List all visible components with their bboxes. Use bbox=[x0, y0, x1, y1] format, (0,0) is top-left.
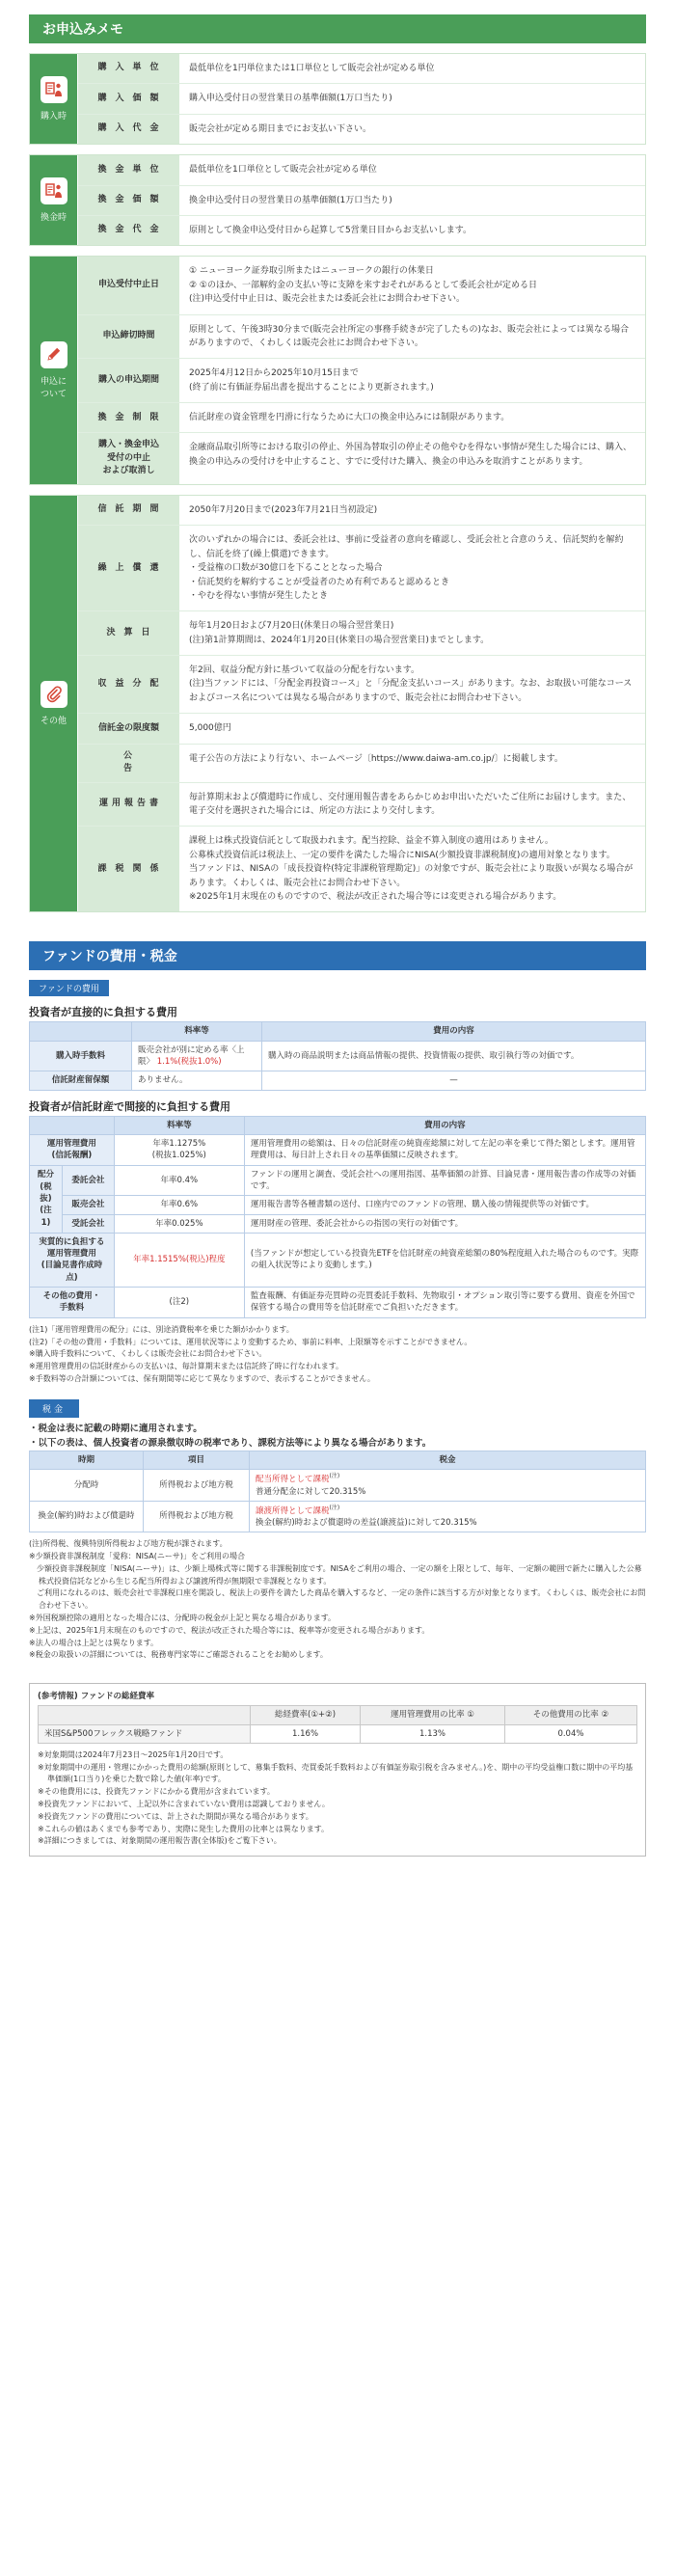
redemption-block bbox=[29, 154, 646, 246]
note-mark: (注) bbox=[329, 1473, 340, 1480]
settle-text: 毎年1月20日および7月20日(休業日の場合翌営業日) bbox=[189, 621, 394, 632]
row-value: 原則として換金申込受付日から起算して5営業日目からお支払いします。 bbox=[179, 216, 645, 245]
table-header bbox=[30, 1022, 132, 1041]
time-cell: 分配時 bbox=[30, 1470, 144, 1501]
row-label: 購入の申込期間 bbox=[78, 359, 179, 402]
table-header: 費用の内容 bbox=[262, 1022, 646, 1041]
content-cell: 監査報酬、有価証券売買時の売買委託手数料、先物取引・オプション取引等に要する費用、資産を外国で保管する場合の費用等を信託財産でご負担いただきます。 bbox=[244, 1288, 645, 1318]
row-label bbox=[78, 433, 179, 484]
row-value bbox=[179, 656, 645, 713]
redemption-row bbox=[78, 216, 645, 245]
row-label: 収益分配 bbox=[78, 656, 179, 713]
note: ご利用になれるのは、販売会社で非課税口座を開設し、税法上の要件を満たした商品を購入するなど、一定の条件に該当する方が対象となります。くわしくは、販売会社にお問合わせ下さい。 bbox=[29, 1588, 646, 1611]
note: (注1)「運用管理費用の配分」には、別途消費税率を乗じた額がかかります。 bbox=[29, 1324, 294, 1334]
indirect-costs-table bbox=[29, 1116, 646, 1318]
alloc-label bbox=[30, 1165, 63, 1233]
indirect-costs-title: 投資者が信託財産で間接的に負担する費用 bbox=[29, 1099, 230, 1113]
closed-day-item: ② ①のほか、一部解約金の支払い等に支障を来すおそれがあるとして委託会社が定める日 bbox=[189, 280, 537, 290]
table-row bbox=[30, 1214, 646, 1233]
table-header bbox=[30, 1116, 115, 1134]
tax-detail: 普通分配金に対して20.315% bbox=[256, 1486, 366, 1497]
row-value bbox=[179, 526, 645, 610]
rate-max: 1.1%(税抜1.0%) bbox=[156, 1057, 222, 1068]
tax-tag: 税金 bbox=[29, 1399, 79, 1418]
table-header: その他費用の比率 ② bbox=[504, 1706, 636, 1724]
period-value: 2025年4月12日から2025年10月15日まで bbox=[189, 368, 359, 379]
redemption-row bbox=[78, 186, 645, 216]
row-label: 購入時手数料 bbox=[30, 1041, 132, 1071]
label-line: (信託報酬) bbox=[51, 1151, 93, 1161]
suspend-row bbox=[78, 433, 645, 484]
limit-row bbox=[78, 403, 645, 433]
row-label bbox=[30, 1288, 115, 1318]
tax-text: 当ファンドは、NISAの「成長投資枠(特定非課税管理勘定)」の対象ですが、販売会社により取扱いが異なる場合があります。くわしくは、販売会社にお問合わせ下さい。 bbox=[189, 864, 634, 888]
rate-text: 販売会社が別に定める率〈上限〉 bbox=[138, 1044, 245, 1068]
row-label: 換金単位 bbox=[78, 155, 179, 184]
application-rows bbox=[78, 257, 645, 484]
label-line: 購入・換金申込 bbox=[97, 440, 159, 450]
rate-cell: 年率0.4% bbox=[114, 1165, 244, 1196]
row-value: 最低単位を1口単位として販売会社が定める単位 bbox=[179, 155, 645, 184]
label-line: 実質的に負担する bbox=[39, 1236, 105, 1247]
costs-subhead: ファンドの費用 bbox=[29, 980, 109, 996]
rate-cell: (注2) bbox=[114, 1288, 244, 1318]
row-label: 購入代金 bbox=[78, 115, 179, 144]
other-category bbox=[30, 496, 78, 911]
closed-days-row bbox=[78, 257, 645, 314]
purchase-rows bbox=[78, 54, 645, 144]
period-row bbox=[78, 359, 645, 403]
settle-note: (注)第1計算期間は、2024年1月20日(休業日の場合翌営業日)までとします。 bbox=[189, 635, 490, 645]
dist-text: 年2回、収益分配方針に基づいて収益の分配を行ないます。 bbox=[189, 665, 420, 676]
tax-cell bbox=[250, 1470, 646, 1501]
note: ※税金の取扱いの詳細については、税務専門家等にご確認されることをお勧めします。 bbox=[29, 1650, 328, 1660]
application-category bbox=[30, 257, 78, 484]
note: ※運用管理費用の信託財産からの支払いは、毎計算期末または信託終了時に行なわれます。 bbox=[29, 1362, 344, 1371]
item-cell: 所得税および地方税 bbox=[144, 1470, 250, 1501]
note: ※その他費用には、投資先ファンドにかかる費用が含まれています。 bbox=[38, 1787, 275, 1797]
row-value: 販売会社が定める期日までにお支払い下さい。 bbox=[179, 115, 645, 144]
direct-costs-table bbox=[29, 1021, 646, 1090]
purchase-block bbox=[29, 53, 646, 145]
row-label: 換金制限 bbox=[78, 403, 179, 432]
row-value bbox=[179, 611, 645, 655]
row-label: 換金代金 bbox=[78, 216, 179, 245]
table-header: 料率等 bbox=[114, 1116, 244, 1134]
content-cell: ファンドの運用と調査、受託会社への運用指図、基準価額の計算、目論見書・運用報告書の作成等の対価です。 bbox=[244, 1165, 645, 1196]
row-value: 5,000億円 bbox=[179, 714, 645, 743]
table-header: 時期 bbox=[30, 1451, 144, 1470]
report-row bbox=[78, 783, 645, 827]
dist-row bbox=[78, 656, 645, 714]
note: 少額投資非課税制度「NISA(ニーサ)」は、少額上場株式等に関する非課税制度です。NISAをご利用の場合、一定の額を上限として、毎年、一定額の範囲で新たに購入した公募株式投資信託などから生じる配当所得および譲渡所得が無期限で非課税となります。 bbox=[29, 1563, 642, 1586]
fund-name: 米国S&P500フレックス戦略ファンド bbox=[39, 1724, 251, 1743]
row-value: 金融商品取引所等における取引の停止、外国為替取引の停止その他やむを得ない事情が発生した場合には、購入、換金の申込みの受付けを中止すること、すでに受付けた購入、換金の申込みを取消すことがあります。 bbox=[179, 433, 645, 484]
note: ※対象期間中の運用・管理にかかった費用の総額(原則として、募集手数料、売買委託手数料および有価証券取引税を含みません。)を、期中の平均受益権口数に期中の平均基準価額(1口当り)を乗じた数で除した値(年率)です。 bbox=[38, 1762, 634, 1784]
table-row bbox=[30, 1196, 646, 1214]
table-header bbox=[39, 1706, 251, 1724]
row-label: 運用報告書 bbox=[78, 783, 179, 827]
row-value bbox=[179, 827, 645, 911]
table-header: 運用管理費用の比率 ① bbox=[361, 1706, 505, 1724]
application-category-label-2: ついて bbox=[40, 390, 67, 400]
rate-cell bbox=[132, 1041, 262, 1071]
purchase-category-label: 購入時 bbox=[40, 112, 67, 122]
tax-type: 譲渡所得として課税 bbox=[256, 1505, 330, 1516]
row-label: 委託会社 bbox=[63, 1165, 115, 1196]
content-cell: 運用管理費用の総額は、日々の信託財産の純資産総額に対して左記の率を乗じて得た額とします。運用管理費用は、毎日計上され日々の基準価額に反映されます。 bbox=[244, 1134, 645, 1165]
rate-cell: 年率0.6% bbox=[114, 1196, 244, 1214]
pencil-icon bbox=[40, 341, 68, 368]
purchase-icon bbox=[40, 76, 68, 103]
value-cell: 1.13% bbox=[361, 1724, 505, 1743]
early-text: 次のいずれかの場合には、委託会社は、事前に受益者の意向を確認し、受託会社と合意のうえ、信託契約を解約し、信託を終了(繰上償還)できます。 bbox=[189, 535, 624, 559]
note: ※法人の場合は上記とは異なります。 bbox=[29, 1638, 159, 1647]
period-note: (終了前に有価証券届出書を提出することにより更新されます。) bbox=[189, 382, 434, 393]
table-row bbox=[30, 1288, 646, 1318]
other-rows bbox=[78, 496, 645, 911]
table-header-row bbox=[30, 1451, 646, 1470]
row-label: 購入価額 bbox=[78, 84, 179, 113]
label-line: 受付の中止 bbox=[106, 452, 150, 463]
time-cell: 換金(解約)時および償還時 bbox=[30, 1501, 144, 1532]
row-label bbox=[30, 1233, 115, 1287]
note: ※購入時手数料について、くわしくは販売会社にお問合わせ下さい。 bbox=[29, 1349, 267, 1359]
purchase-row bbox=[78, 84, 645, 114]
costs-section-title: ファンドの費用・税金 bbox=[29, 941, 646, 970]
row-label: 繰上償還 bbox=[78, 526, 179, 610]
redemption-category bbox=[30, 155, 78, 245]
row-label: 決算日 bbox=[78, 611, 179, 655]
rate-cell: ありません。 bbox=[132, 1071, 262, 1090]
label-line: (注1) bbox=[40, 1206, 52, 1228]
note: ※対象期間は2024年7月23日〜2025年1月20日です。 bbox=[38, 1749, 229, 1759]
table-header-row bbox=[30, 1116, 646, 1134]
value-cell: 0.04% bbox=[504, 1724, 636, 1743]
note: ※少額投資非課税制度「愛称：NISA(ニーサ)」をご利用の場合 bbox=[29, 1552, 245, 1561]
tax-notes bbox=[29, 1538, 646, 1662]
reference-notes bbox=[38, 1749, 637, 1848]
early-bullet: ・信託契約を解約することが受益者のため有利であると認めるとき bbox=[189, 577, 450, 587]
tax-intro-line: ・以下の表は、個人投資者の源泉徴収時の税率であり、課税方法等により異なる場合があります。 bbox=[29, 1437, 432, 1449]
content-cell: — bbox=[262, 1071, 646, 1090]
row-value bbox=[179, 257, 645, 313]
row-label: 換金価額 bbox=[78, 186, 179, 215]
row-value: 信託財産の資金管理を円滑に行なうために大口の換金申込みには制限があります。 bbox=[179, 403, 645, 432]
term-row bbox=[78, 496, 645, 526]
table-row bbox=[30, 1233, 646, 1287]
note: ※投資先ファンドにおいて、上記以外に含まれていない費用は認識しておりません。 bbox=[38, 1800, 330, 1809]
table-row bbox=[30, 1165, 646, 1196]
row-label: 信託財産留保額 bbox=[30, 1071, 132, 1090]
notice-row bbox=[78, 745, 645, 783]
label-line: 配分 bbox=[37, 1170, 54, 1180]
row-value: 購入申込受付日の翌営業日の基準価額(1万口当たり) bbox=[179, 84, 645, 113]
label-line: および取消し bbox=[102, 466, 155, 476]
row-label: 課税関係 bbox=[78, 827, 179, 911]
rate-line: (税抜1.025%) bbox=[151, 1151, 206, 1161]
table-header: 項目 bbox=[144, 1451, 250, 1470]
row-value: 電子公告の方法により行ない、ホームページ〔https://www.daiwa-am.co.jp/〕に掲載します。 bbox=[179, 745, 645, 782]
note: ※詳細につきましては、対象期間の運用報告書(全体版)をご覧下さい。 bbox=[38, 1836, 282, 1846]
table-header-row bbox=[39, 1706, 637, 1724]
early-row bbox=[78, 526, 645, 611]
application-category-label-1: 申込に bbox=[40, 377, 67, 388]
closed-day-note: (注)申込受付中止日は、販売会社または委託会社にお問合わせ下さい。 bbox=[189, 294, 466, 305]
tax-cell bbox=[250, 1501, 646, 1532]
tax-intro-line: ・税金は表に記載の時期に適用されます。 bbox=[29, 1423, 202, 1434]
row-label: 受託会社 bbox=[63, 1214, 115, 1233]
row-value: 原則として、午後3時30分まで(販売会社所定の事務手続きが完了したもの)なお、販売会社によっては異なる場合がありますので、くわしくは販売会社にお問合わせ下さい。 bbox=[179, 315, 645, 359]
label-line: (目論見書作成時点) bbox=[40, 1261, 103, 1283]
content-cell: (当ファンドが想定している投資先ETFを信託財産の純資産総額の80%程度組入れた場合のものです。実際の組入状況等により変動します。) bbox=[244, 1233, 645, 1287]
reference-table bbox=[38, 1705, 637, 1744]
row-label: 購入単位 bbox=[78, 54, 179, 83]
early-bullet: ・やむを得ない事情が発生したとき bbox=[189, 590, 329, 601]
table-row bbox=[30, 1470, 646, 1501]
table-row bbox=[30, 1041, 646, 1071]
row-label: 申込受付中止日 bbox=[78, 257, 179, 313]
tax-intro bbox=[29, 1422, 646, 1451]
label-line: 運用管理費用 bbox=[46, 1138, 96, 1149]
note: ※これらの値はあくまでも参考であり、実際に発生した費用の比率とは異なります。 bbox=[38, 1824, 330, 1833]
value-cell: 1.16% bbox=[251, 1724, 361, 1743]
table-row bbox=[30, 1501, 646, 1532]
tax-table bbox=[29, 1451, 646, 1532]
other-category-label: その他 bbox=[40, 717, 67, 727]
row-value: 2050年7月20日まで(2023年7月21日当初設定) bbox=[179, 496, 645, 525]
rate-cell bbox=[114, 1134, 244, 1165]
content-cell: 運用報告書等各種書類の送付、口座内でのファンドの管理、購入後の情報提供等の対価です。 bbox=[244, 1196, 645, 1214]
row-value: 毎計算期末および償還時に作成し、交付運用報告書をあらかじめお申出いただいたご住所にお届けします。また、電子交付を選択された場合には、所定の方法により交付します。 bbox=[179, 783, 645, 827]
redemption-rows bbox=[78, 155, 645, 245]
table-row bbox=[39, 1724, 637, 1743]
tax-row bbox=[78, 827, 645, 911]
dist-note: (注)当ファンドには、「分配金再投資コース」と「分配金支払いコース」があります。なお、お取扱い可能なコースおよびコース名については異なる場合がありますので、販売会社にお問合わせ下さい。 bbox=[189, 679, 633, 703]
closed-day-item: ① ニューヨーク証券取引所またはニューヨークの銀行の休業日 bbox=[189, 266, 434, 277]
redemption-icon bbox=[40, 177, 68, 204]
row-label: 信託期間 bbox=[78, 496, 179, 525]
row-label bbox=[30, 1134, 115, 1165]
cap-row bbox=[78, 714, 645, 744]
item-cell: 所得税および地方税 bbox=[144, 1501, 250, 1532]
label-line: その他の費用・ bbox=[42, 1291, 101, 1302]
application-block bbox=[29, 256, 646, 485]
row-label: 信託金の限度額 bbox=[78, 714, 179, 743]
redemption-row bbox=[78, 155, 645, 185]
table-header: 費用の内容 bbox=[244, 1116, 645, 1134]
costs-notes bbox=[29, 1324, 646, 1386]
tax-text: 公募株式投資信託は税法上、一定の要件を満たした場合にNISA(少額投資非課税制度)の適用対象となります。 bbox=[189, 850, 615, 860]
direct-costs-title: 投資者が直接的に負担する費用 bbox=[29, 1006, 177, 1019]
note: (注)所得税、復興特別所得税および地方税が課されます。 bbox=[29, 1539, 228, 1549]
tax-text: 課税上は株式投資信託として取扱われます。配当控除、益金不算入制度の適用はありません。 bbox=[189, 836, 554, 847]
note: ※上記は、2025年1月末現在のものですので、税法が改正された場合等には、税率等が変更される場合があります。 bbox=[29, 1625, 430, 1635]
note: (注2)「その他の費用・手数料」については、運用状況等により変動するため、事前に料率、上限額等を示すことができません。 bbox=[29, 1337, 472, 1346]
purchase-category bbox=[30, 54, 78, 144]
rate-line: 年率1.1275% bbox=[152, 1138, 206, 1149]
label-line: (税抜) bbox=[40, 1181, 52, 1205]
content-cell: 購入時の商品説明または商品情報の提供、投資情報の提供、取引執行等の対価です。 bbox=[262, 1041, 646, 1071]
note: ※外国税額控除の適用となった場合には、分配時の税金が上記と異なる場合があります。 bbox=[29, 1613, 337, 1623]
note: ※手数料等の合計額については、保有期間等に応じて異なりますので、表示することができません。 bbox=[29, 1373, 375, 1383]
row-value bbox=[179, 359, 645, 402]
tax-note: ※2025年1月末現在のものですので、税法が改正された場合等には変更される場合があります。 bbox=[189, 892, 562, 902]
table-header: 税金 bbox=[250, 1451, 646, 1470]
reference-box bbox=[29, 1683, 646, 1857]
table-row bbox=[30, 1071, 646, 1090]
rate-cell: 年率1.1515%(税込)程度 bbox=[114, 1233, 244, 1287]
table-header: 料率等 bbox=[132, 1022, 262, 1041]
tax-type: 配当所得として課税 bbox=[256, 1475, 330, 1485]
early-bullet: ・受益権の口数が30億口を下ることとなった場合 bbox=[189, 563, 383, 574]
row-label: 販売会社 bbox=[63, 1196, 115, 1214]
row-value: 最低単位を1円単位または1口単位として販売会社が定める単位 bbox=[179, 54, 645, 83]
table-row bbox=[30, 1134, 646, 1165]
paperclip-icon bbox=[40, 681, 68, 708]
settle-row bbox=[78, 611, 645, 656]
memo-section-title: お申込みメモ bbox=[29, 14, 646, 43]
row-label: 公告 bbox=[78, 745, 179, 782]
label-line: 運用管理費用 bbox=[46, 1249, 96, 1260]
reference-title: (参考情報) ファンドの総経費率 bbox=[38, 1692, 155, 1702]
purchase-row bbox=[78, 115, 645, 144]
other-block bbox=[29, 495, 646, 912]
table-header-row bbox=[30, 1022, 646, 1041]
redemption-category-label: 換金時 bbox=[40, 213, 67, 224]
page bbox=[29, 14, 646, 1857]
purchase-row bbox=[78, 54, 645, 84]
label-line: 手数料 bbox=[59, 1303, 85, 1314]
rate-cell: 年率0.025% bbox=[114, 1214, 244, 1233]
note-mark: (注) bbox=[329, 1504, 340, 1511]
tax-detail: 換金(解約)時および償還時の差益(譲渡益)に対して20.315% bbox=[256, 1517, 477, 1528]
cutoff-row bbox=[78, 315, 645, 360]
note: ※投資先ファンドの費用については、計上された期間が異なる場合があります。 bbox=[38, 1811, 313, 1821]
row-label: 申込締切時間 bbox=[78, 315, 179, 359]
table-header: 総経費率(①+②) bbox=[251, 1706, 361, 1724]
content-cell: 運用財産の管理、委託会社からの指図の実行の対価です。 bbox=[244, 1214, 645, 1233]
row-value: 換金申込受付日の翌営業日の基準価額(1万口当たり) bbox=[179, 186, 645, 215]
